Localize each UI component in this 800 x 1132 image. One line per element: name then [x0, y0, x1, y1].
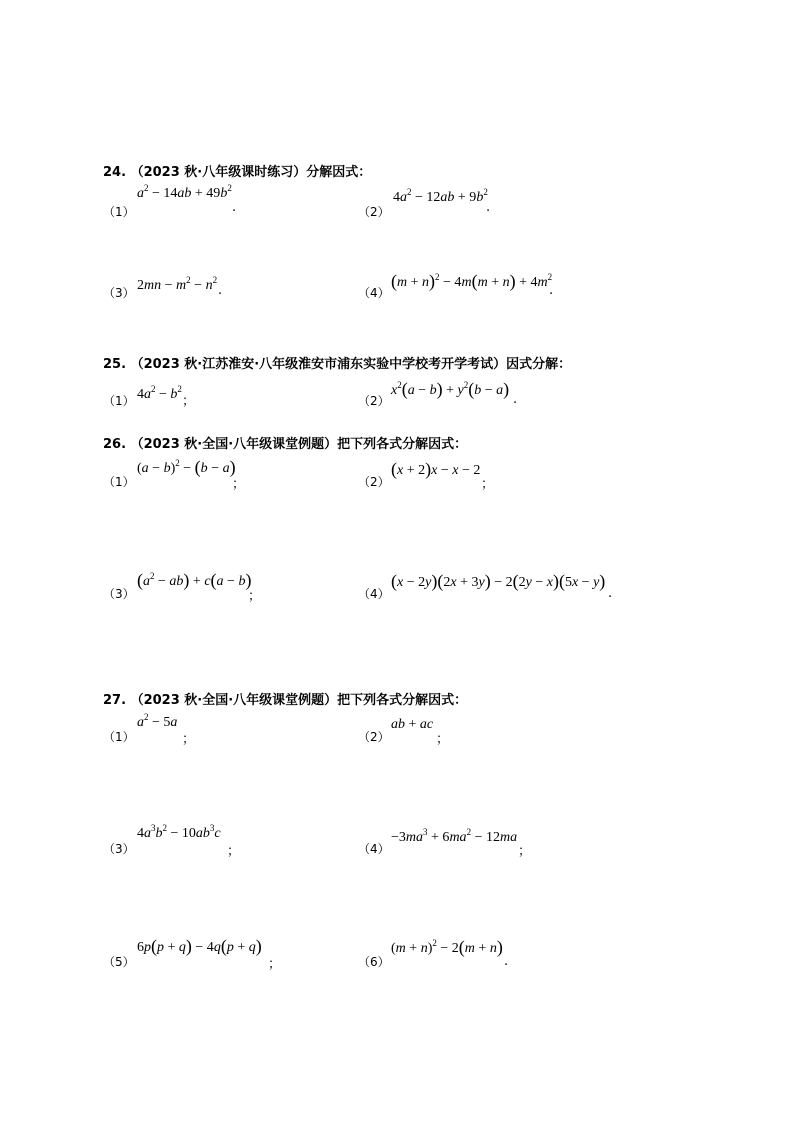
- question-number: 25.: [103, 357, 127, 372]
- item-end-punct: ；: [182, 732, 196, 747]
- math-expression: ab + ac: [391, 717, 434, 732]
- math-expression: $a^2 - 5a$: [137, 712, 178, 730]
- item-label: （4）: [358, 286, 390, 300]
- math-expression: $a^2 - 14ab + 49b^2$: [137, 183, 232, 201]
- question-source: （2023 秋·全国·八年级课堂例题）把下列各式分解因式：: [130, 693, 468, 708]
- item-label: （1）: [103, 394, 135, 408]
- item-label: （4）: [358, 587, 390, 601]
- item-label: （5）: [103, 955, 135, 969]
- question-source: （2023 秋·江苏淮安·八年级淮安市浦东实验中学校考开学考试）因式分解：: [130, 357, 572, 372]
- question-source: （2023 秋·八年级课时练习）分解因式：: [130, 165, 372, 180]
- item-label: （4）: [358, 842, 390, 856]
- math-expression: $4a^2 - b^2$: [137, 384, 182, 402]
- item-label: （2）: [358, 475, 390, 489]
- item-end-punct: ；: [436, 732, 450, 747]
- item-label: （3）: [103, 286, 135, 300]
- item-label: （1）: [103, 205, 135, 219]
- math-expression: $(m + n)^2 - 2(m + n)$: [391, 937, 503, 957]
- item-end-punct: .: [486, 200, 491, 215]
- item-end-punct: ；: [182, 394, 196, 409]
- item-end-punct: ；: [518, 844, 532, 859]
- math-expression: $-3ma^3 + 6ma^2 - 12ma$: [391, 827, 518, 845]
- question-number: 26.: [103, 437, 127, 452]
- math-expression: $4a^3b^2 - 10ab^3c$: [137, 823, 221, 841]
- item-end-punct: .: [513, 392, 518, 407]
- math-expression: (x + 2)x − x − 2: [391, 459, 481, 479]
- item-label: （3）: [103, 842, 135, 856]
- math-expression: $(a - b)^2 - (b - a)$: [137, 457, 236, 477]
- item-end-punct: ；: [227, 844, 241, 859]
- item-label: （2）: [358, 394, 390, 408]
- math-expression: $(m + n)^2 - 4m(m + n) + 4m^2$: [391, 271, 553, 291]
- question-26-header: [103, 433, 467, 452]
- question-25-header: [103, 353, 571, 372]
- math-expression: (x − 2y)(2x + 3y) − 2(2y − x)(5x − y): [391, 571, 606, 591]
- question-24-header: [103, 161, 371, 180]
- item-end-punct: ；: [248, 589, 262, 604]
- math-expression: $2mn - m^2 - n^2$: [137, 275, 218, 293]
- item-label: （2）: [358, 730, 390, 744]
- item-label: （3）: [103, 587, 135, 601]
- item-label: （1）: [103, 475, 135, 489]
- item-end-punct: ；: [268, 957, 282, 972]
- math-expression: $x^2(a - b) + y^2(b - a)$: [391, 379, 510, 399]
- math-expression: 6p(p + q) − 4q(p + q): [137, 936, 262, 956]
- question-number: 27.: [103, 693, 127, 708]
- question-number: 24.: [103, 165, 127, 180]
- item-end-punct: ；: [481, 477, 495, 492]
- item-label: （1）: [103, 730, 135, 744]
- item-end-punct: ；: [232, 477, 246, 492]
- math-expression: $(a^2 - ab) + c(a - b)$: [137, 570, 252, 590]
- item-label: （2）: [358, 205, 390, 219]
- question-source: （2023 秋·全国·八年级课堂例题）把下列各式分解因式：: [130, 437, 468, 452]
- item-end-punct: .: [218, 283, 223, 298]
- question-27-header: [103, 689, 467, 708]
- item-end-punct: .: [232, 200, 237, 215]
- item-end-punct: .: [608, 586, 613, 601]
- math-expression: $4a^2 - 12ab + 9b^2$: [393, 187, 488, 205]
- item-end-punct: .: [549, 283, 554, 298]
- item-label: （6）: [358, 955, 390, 969]
- item-end-punct: .: [504, 954, 509, 969]
